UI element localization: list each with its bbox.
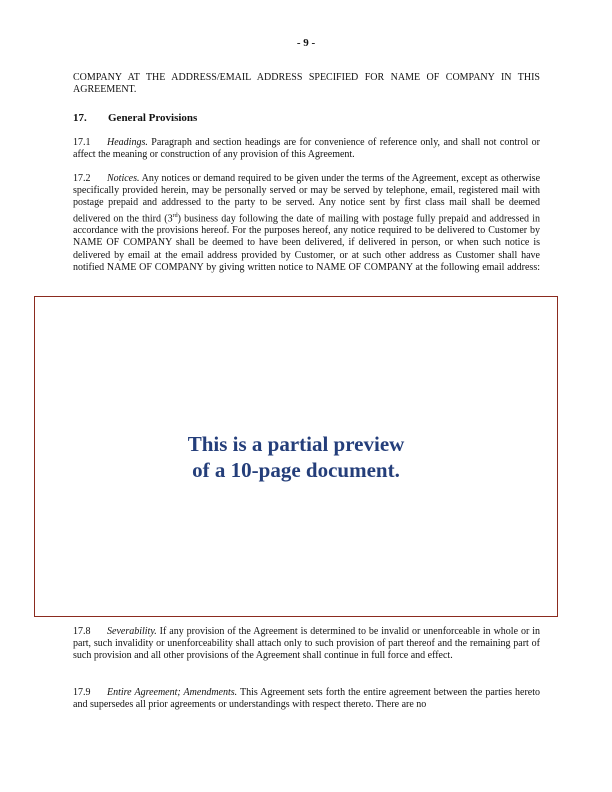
page-number: - 9 - [296, 37, 316, 49]
preview-message [188, 431, 405, 483]
clause-number: 17.9 [73, 687, 91, 698]
clause-17-8 [73, 626, 540, 663]
section-title: General Provisions [108, 112, 198, 124]
clause-text: Paragraph and section headings are for convenience of reference only, and shall not control or affect the meaning or construction of any provision of this Agreement. [73, 137, 540, 161]
clause-number: 17.2 [73, 173, 91, 184]
clause-number: 17.1 [73, 137, 91, 148]
clause-number: 17.8 [73, 626, 91, 637]
clause-heading: Headings. [107, 137, 148, 148]
section-heading [73, 112, 197, 124]
clause-17-2 [73, 173, 540, 274]
clause-text-part-b: ) business day following the date of mailing with postage fully prepaid and addressed in accordance with the provisions hereof. For the purposes hereof, any notice required to be delivered to Customer by NAME OF COMPANY shall be deemed to have been delivered, if delivered in person, or when such notice is delivered by email at the email address provided by Customer, or at such other address as Customer shall have notified NAME OF COMPANY by giving written notice to NAME OF COMPANY at the following email address: [73, 212, 540, 273]
partial-preview-overlay [34, 296, 558, 617]
preview-line-2: of a 10-page document. [192, 457, 400, 482]
clause-heading: Severability. [107, 626, 157, 637]
clause-text: This Agreement sets forth the entire agreement between the parties hereto and supersedes all prior agreements or understandings with respect thereto. There are no [73, 687, 541, 711]
clause-text: If any provision of the Agreement is determined to be invalid or unenforceable in whole or in part, such invalidity or unenforceability shall attach only to such provision of part thereof and the remaining part of such provision and all other provisions of the Agreement shall continue in full force and effect. [73, 626, 540, 662]
clause-heading: Notices. [107, 173, 140, 184]
clause-17-9 [73, 687, 540, 711]
preview-line-1: This is a partial preview [187, 431, 405, 456]
ordinal-superscript: rd [172, 212, 178, 219]
intro-paragraph: COMPANY AT THE ADDRESS/EMAIL ADDRESS SPECIFIED FOR NAME OF COMPANY IN THIS AGREEMENT. [73, 72, 540, 96]
clause-heading: Entire Agreement; Amendments. [107, 687, 238, 698]
section-number: 17. [73, 112, 87, 124]
clause-17-1 [73, 137, 540, 161]
clause-text-part-a: Any notices or demand required to be given under the terms of the Agreement, except as otherwise specifically provided herein, may be personally served or may be served by telephone, email, registered mail with postage prepaid and addressed to the party to be served. Any notice sent by first class mail shall be deemed delivered on the third (3 [73, 173, 541, 224]
